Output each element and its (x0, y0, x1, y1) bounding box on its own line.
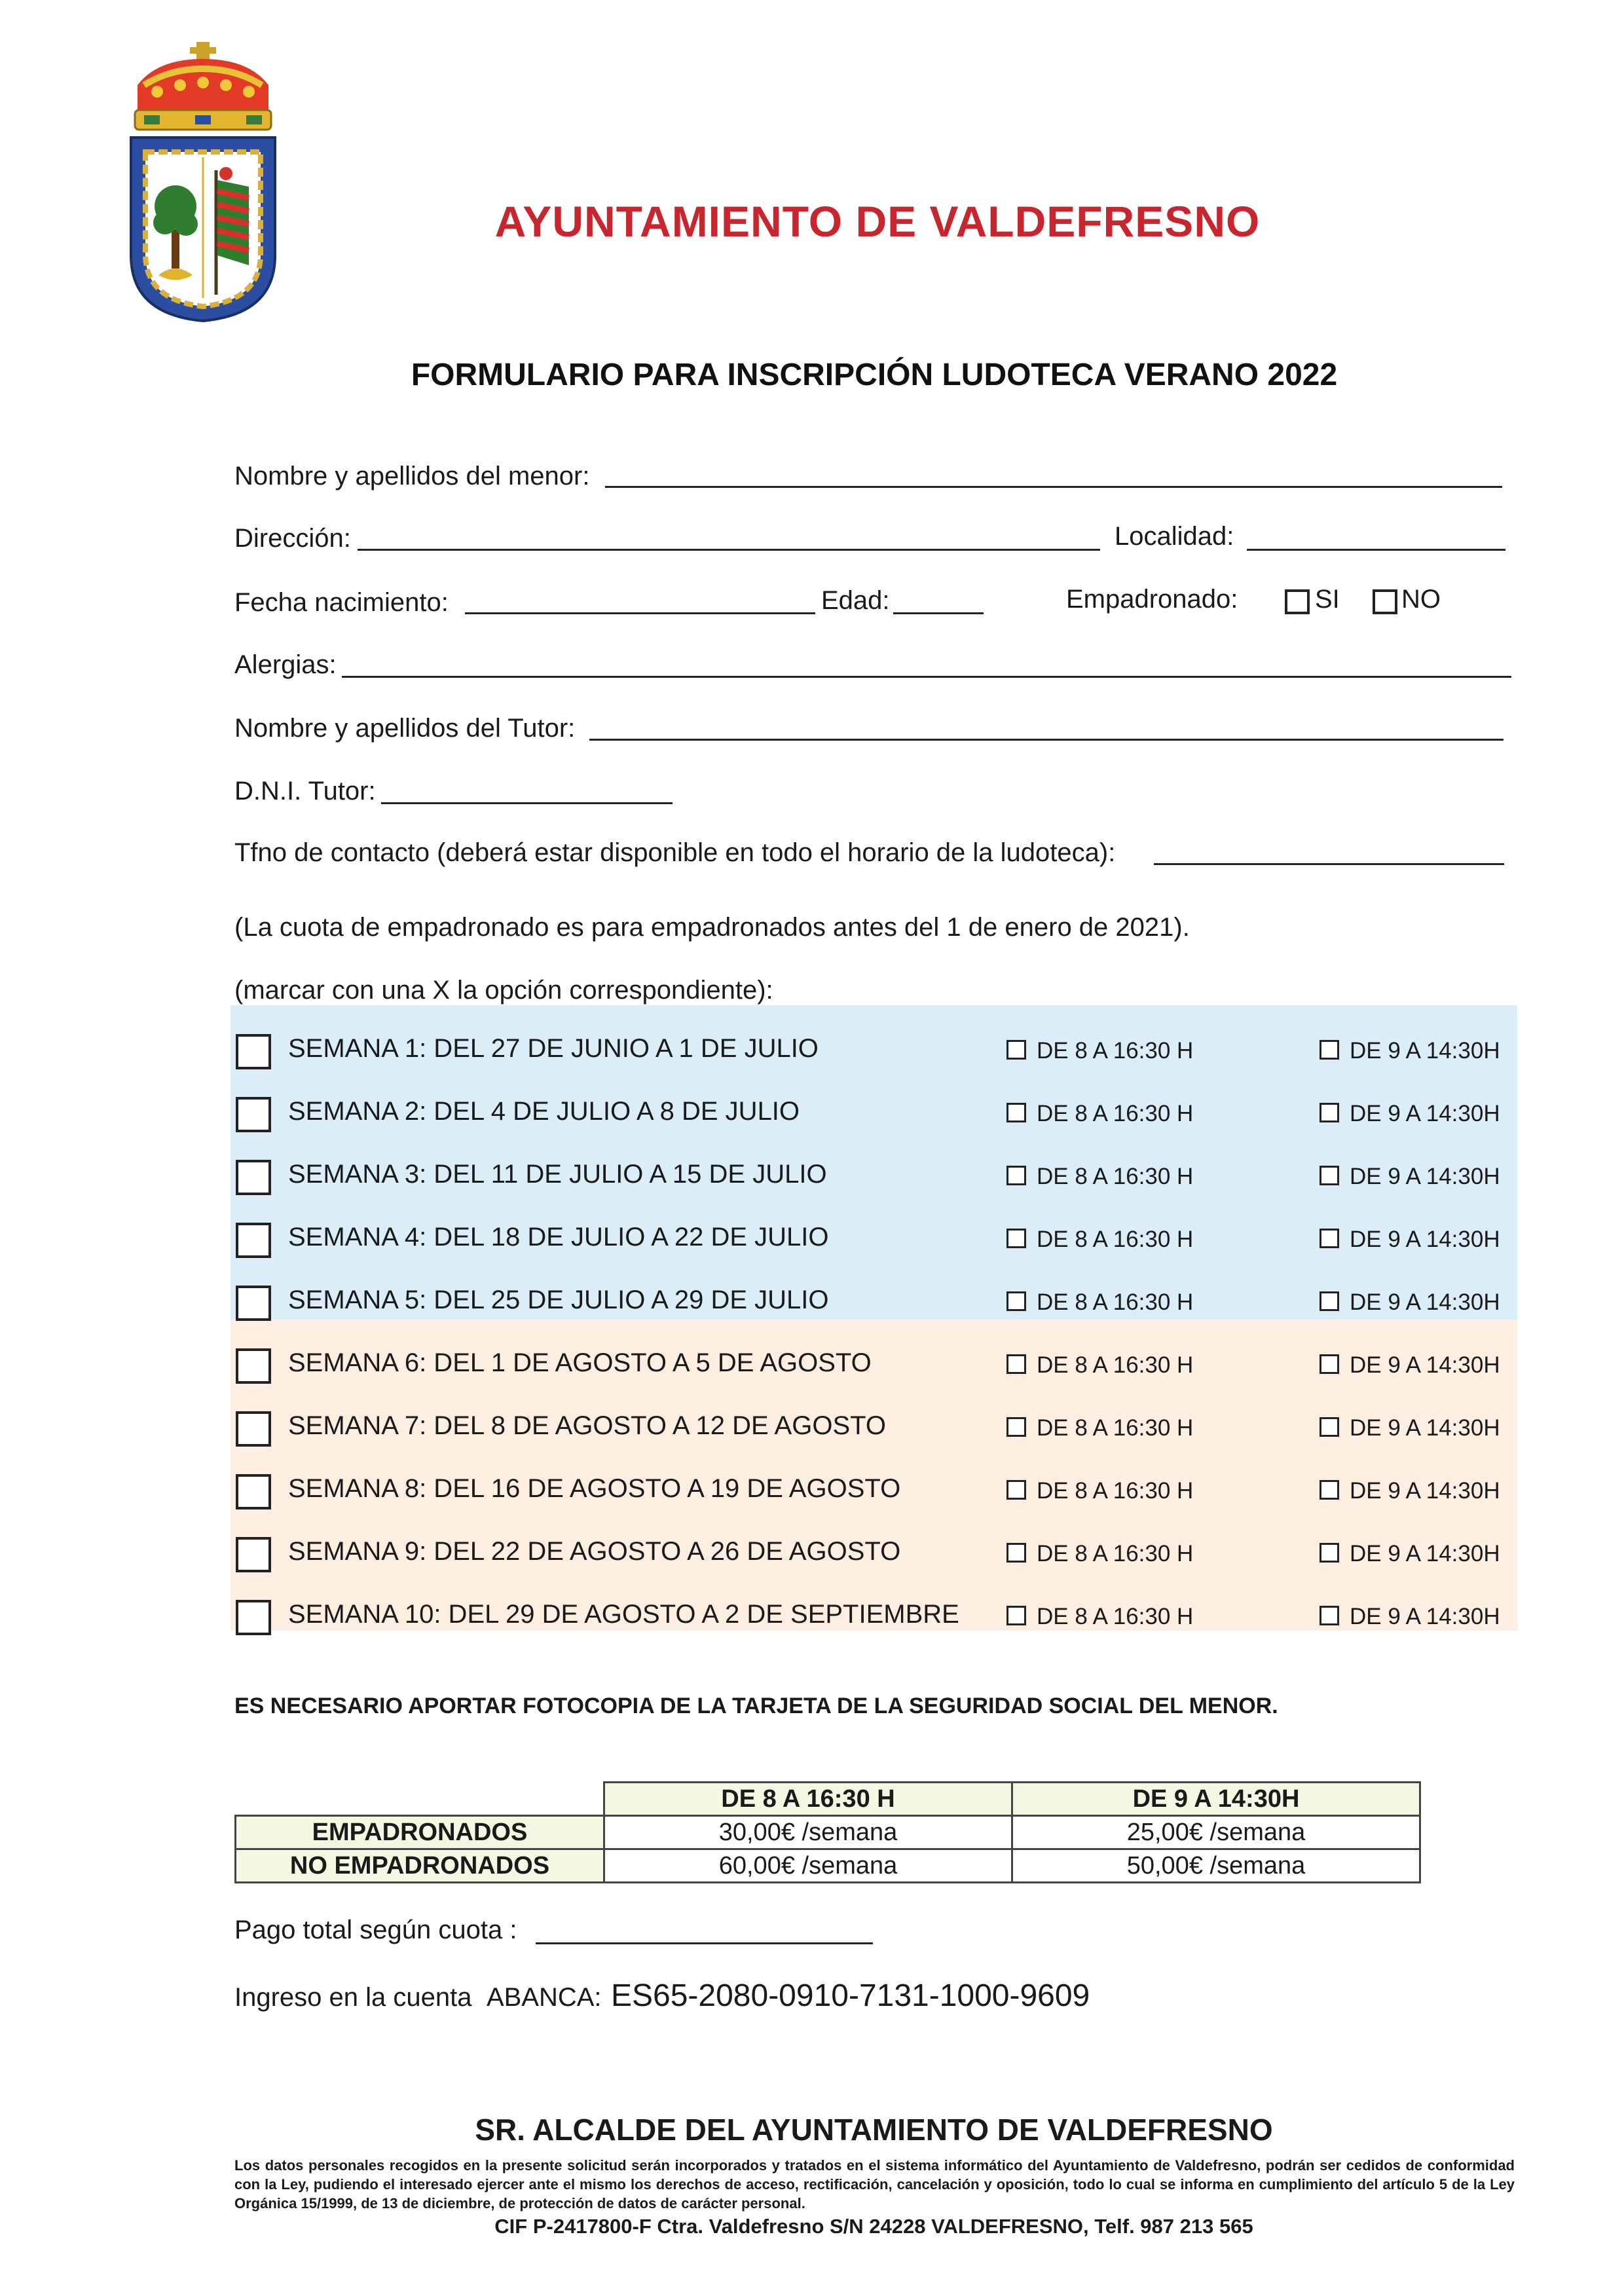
half-day-label: DE 9 A 14:30H (1350, 1415, 1500, 1441)
full-day-label: DE 8 A 16:30 H (1037, 1415, 1194, 1441)
half-day-checkbox[interactable] (1320, 1417, 1339, 1437)
week-checkbox[interactable] (236, 1160, 271, 1195)
phone-label: Tfno de contacto (deberá estar disponible en todo el horario de la ludoteca): (234, 838, 1116, 867)
form-title: FORMULARIO PARA INSCRIPCIÓN LUDOTECA VERANO 2022 (411, 358, 1338, 392)
week-label: SEMANA 3: DEL 11 DE JULIO A 15 DE JULIO (288, 1160, 827, 1189)
full-day-option[interactable] (1006, 1352, 1193, 1379)
full-day-label: DE 8 A 16:30 H (1037, 1164, 1194, 1189)
full-day-checkbox[interactable] (1006, 1354, 1026, 1374)
full-day-option[interactable] (1006, 1227, 1193, 1253)
half-day-checkbox[interactable] (1320, 1606, 1339, 1625)
week-row (231, 1465, 1517, 1524)
quota-note: (La cuota de empadronado es para empadronados antes del 1 de enero de 2021). (234, 913, 1190, 942)
week-checkbox[interactable] (236, 1411, 271, 1447)
registered-yes-checkbox[interactable] (1285, 589, 1310, 614)
fee-row (236, 1816, 1420, 1849)
week-row (231, 1402, 1517, 1461)
guardian-id-label: D.N.I. Tutor: (234, 777, 376, 805)
documentation-notice: ES NECESARIO APORTAR FOTOCOPIA DE LA TARJETA DE LA SEGURIDAD SOCIAL DEL MENOR. (234, 1694, 1278, 1718)
locality-input[interactable] (1247, 549, 1505, 551)
child-name-label: Nombre y apellidos del menor: (234, 462, 590, 491)
full-day-option[interactable] (1006, 1164, 1193, 1190)
week-checkbox[interactable] (236, 1034, 271, 1069)
half-day-checkbox[interactable] (1320, 1229, 1339, 1248)
week-checkbox[interactable] (236, 1474, 271, 1509)
half-day-checkbox[interactable] (1320, 1166, 1339, 1185)
full-day-label: DE 8 A 16:30 H (1037, 1038, 1194, 1064)
allergies-label: Alergias: (234, 650, 337, 679)
address-input[interactable] (358, 549, 1100, 551)
fee-column-header: DE 8 A 16:30 H (604, 1783, 1012, 1816)
full-day-checkbox[interactable] (1006, 1040, 1026, 1060)
week-label: SEMANA 2: DEL 4 DE JULIO A 8 DE JULIO (288, 1097, 800, 1126)
data-protection-notice: Los datos personales recogidos en la presente solicitud serán incorporados y tratados en el sistema informático del Ayuntamiento de Valdefresno, podrán ser cedidos de conformidad con la Ley, pudiendo el interesado ejercer ante el mismo los derechos de acceso, rectificación, cancelación y oposición, todo lo cual se informa en cumplimiento del artículo 5 de la Ley Orgánica 15/1999, de 13 de diciembre, de protección de datos de carácter personal. (234, 2157, 1515, 2212)
week-checkbox[interactable] (236, 1286, 271, 1321)
half-day-option[interactable] (1320, 1415, 1500, 1441)
week-checkbox[interactable] (236, 1600, 271, 1635)
allergies-input[interactable] (342, 676, 1511, 678)
full-day-checkbox[interactable] (1006, 1417, 1026, 1437)
half-day-option[interactable] (1320, 1478, 1500, 1504)
bank-account-row (234, 1978, 1090, 2014)
locality-label: Localidad: (1115, 522, 1234, 551)
fee-value: 30,00€ /semana (604, 1816, 1012, 1849)
full-day-checkbox[interactable] (1006, 1229, 1026, 1248)
birth-date-input[interactable] (465, 612, 815, 614)
half-day-label: DE 9 A 14:30H (1350, 1289, 1500, 1315)
birth-date-label: Fecha nacimiento: (234, 588, 449, 617)
full-day-option[interactable] (1006, 1101, 1193, 1127)
week-row (231, 1528, 1517, 1587)
half-day-label: DE 9 A 14:30H (1350, 1352, 1500, 1378)
fee-table (234, 1781, 1421, 1883)
addressee-title: SR. ALCALDE DEL AYUNTAMIENTO DE VALDEFRESNO (475, 2113, 1273, 2147)
full-day-checkbox[interactable] (1006, 1166, 1026, 1185)
total-payment-input[interactable] (536, 1942, 873, 1944)
account-prefix: Ingreso en la cuenta (234, 1983, 472, 2012)
full-day-label: DE 8 A 16:30 H (1037, 1604, 1194, 1629)
full-day-label: DE 8 A 16:30 H (1037, 1352, 1194, 1378)
full-day-label: DE 8 A 16:30 H (1037, 1289, 1194, 1315)
fee-value: 25,00€ /semana (1012, 1816, 1420, 1849)
half-day-checkbox[interactable] (1320, 1291, 1339, 1311)
week-label: SEMANA 6: DEL 1 DE AGOSTO A 5 DE AGOSTO (288, 1348, 872, 1377)
fee-value: 60,00€ /semana (604, 1849, 1012, 1883)
full-day-checkbox[interactable] (1006, 1606, 1026, 1625)
fee-row-label: NO EMPADRONADOS (236, 1849, 604, 1883)
registered-no-label: NO (1401, 585, 1441, 614)
week-label: SEMANA 5: DEL 25 DE JULIO A 29 DE JULIO (288, 1286, 829, 1314)
full-day-label: DE 8 A 16:30 H (1037, 1478, 1194, 1504)
half-day-label: DE 9 A 14:30H (1350, 1164, 1500, 1189)
half-day-option[interactable] (1320, 1541, 1500, 1567)
full-day-label: DE 8 A 16:30 H (1037, 1541, 1194, 1566)
child-name-input[interactable] (605, 486, 1502, 488)
registered-no-checkbox[interactable] (1373, 589, 1397, 614)
half-day-option[interactable] (1320, 1227, 1500, 1253)
half-day-label: DE 9 A 14:30H (1350, 1541, 1500, 1566)
week-label: SEMANA 7: DEL 8 DE AGOSTO A 12 DE AGOSTO (288, 1411, 886, 1440)
half-day-label: DE 9 A 14:30H (1350, 1101, 1500, 1126)
full-day-checkbox[interactable] (1006, 1103, 1026, 1122)
fee-row (236, 1849, 1420, 1883)
full-day-option[interactable] (1006, 1541, 1193, 1567)
week-row (231, 1088, 1517, 1147)
week-label: SEMANA 1: DEL 27 DE JUNIO A 1 DE JULIO (288, 1034, 819, 1063)
half-day-label: DE 9 A 14:30H (1350, 1478, 1500, 1504)
half-day-option[interactable] (1320, 1604, 1500, 1630)
half-day-option[interactable] (1320, 1038, 1500, 1064)
half-day-label: DE 9 A 14:30H (1350, 1604, 1500, 1629)
week-label: SEMANA 8: DEL 16 DE AGOSTO A 19 DE AGOSTO (288, 1474, 901, 1503)
full-day-option[interactable] (1006, 1604, 1193, 1630)
week-row (231, 1276, 1517, 1335)
full-day-label: DE 8 A 16:30 H (1037, 1101, 1194, 1126)
fee-row-label: EMPADRONADOS (236, 1816, 604, 1849)
week-row (231, 1339, 1517, 1398)
half-day-label: DE 9 A 14:30H (1350, 1227, 1500, 1252)
week-checkbox[interactable] (236, 1223, 271, 1258)
registered-yes-label: SI (1315, 585, 1340, 614)
guardian-name-label: Nombre y apellidos del Tutor: (234, 714, 576, 743)
phone-input[interactable] (1154, 863, 1504, 865)
week-row (231, 1591, 1517, 1650)
week-checkbox[interactable] (236, 1348, 271, 1384)
half-day-label: DE 9 A 14:30H (1350, 1038, 1500, 1064)
full-day-checkbox[interactable] (1006, 1543, 1026, 1563)
full-day-option[interactable] (1006, 1289, 1193, 1316)
week-checkbox[interactable] (236, 1097, 271, 1132)
fee-corner (236, 1783, 604, 1816)
half-day-option[interactable] (1320, 1289, 1500, 1316)
age-input[interactable] (893, 612, 984, 614)
week-row (231, 1151, 1517, 1210)
week-checkbox[interactable] (236, 1537, 271, 1572)
fee-value: 50,00€ /semana (1012, 1849, 1420, 1883)
half-day-checkbox[interactable] (1320, 1480, 1339, 1500)
mark-instruction: (marcar con una X la opción correspondiente): (234, 976, 773, 1005)
half-day-checkbox[interactable] (1320, 1103, 1339, 1122)
week-row (231, 1025, 1517, 1084)
week-row (231, 1213, 1517, 1272)
full-day-label: DE 8 A 16:30 H (1037, 1227, 1194, 1252)
full-day-option[interactable] (1006, 1038, 1193, 1064)
full-day-option[interactable] (1006, 1415, 1193, 1441)
guardian-id-input[interactable] (381, 802, 673, 804)
half-day-checkbox[interactable] (1320, 1040, 1339, 1060)
half-day-option[interactable] (1320, 1352, 1500, 1379)
fee-column-header: DE 9 A 14:30H (1012, 1783, 1420, 1816)
half-day-option[interactable] (1320, 1164, 1500, 1190)
total-payment-label: Pago total según cuota : (234, 1916, 517, 1944)
bank-name: ABANCA: (486, 1983, 602, 2012)
half-day-checkbox[interactable] (1320, 1543, 1339, 1563)
coat-of-arms-logo (118, 39, 288, 327)
registered-label: Empadronado: (1066, 585, 1238, 614)
guardian-name-input[interactable] (589, 739, 1504, 741)
full-day-option[interactable] (1006, 1478, 1193, 1504)
half-day-checkbox[interactable] (1320, 1354, 1339, 1374)
half-day-option[interactable] (1320, 1101, 1500, 1127)
week-label: SEMANA 9: DEL 22 DE AGOSTO A 26 DE AGOSTO (288, 1537, 901, 1566)
address-label: Dirección: (234, 524, 351, 553)
fee-header-row (236, 1783, 1420, 1816)
full-day-checkbox[interactable] (1006, 1291, 1026, 1311)
full-day-checkbox[interactable] (1006, 1480, 1026, 1500)
age-label: Edad: (821, 586, 890, 615)
contact-details: CIF P-2417800-F Ctra. Valdefresno S/N 24228 VALDEFRESNO, Telf. 987 213 565 (494, 2215, 1253, 2238)
week-label: SEMANA 10: DEL 29 DE AGOSTO A 2 DE SEPTIEMBRE (288, 1600, 959, 1629)
iban-number: ES65-2080-0910-7131-1000-9609 (611, 1978, 1090, 2013)
organization-title: AYUNTAMIENTO DE VALDEFRESNO (494, 197, 1261, 246)
week-label: SEMANA 4: DEL 18 DE JULIO A 22 DE JULIO (288, 1223, 829, 1251)
